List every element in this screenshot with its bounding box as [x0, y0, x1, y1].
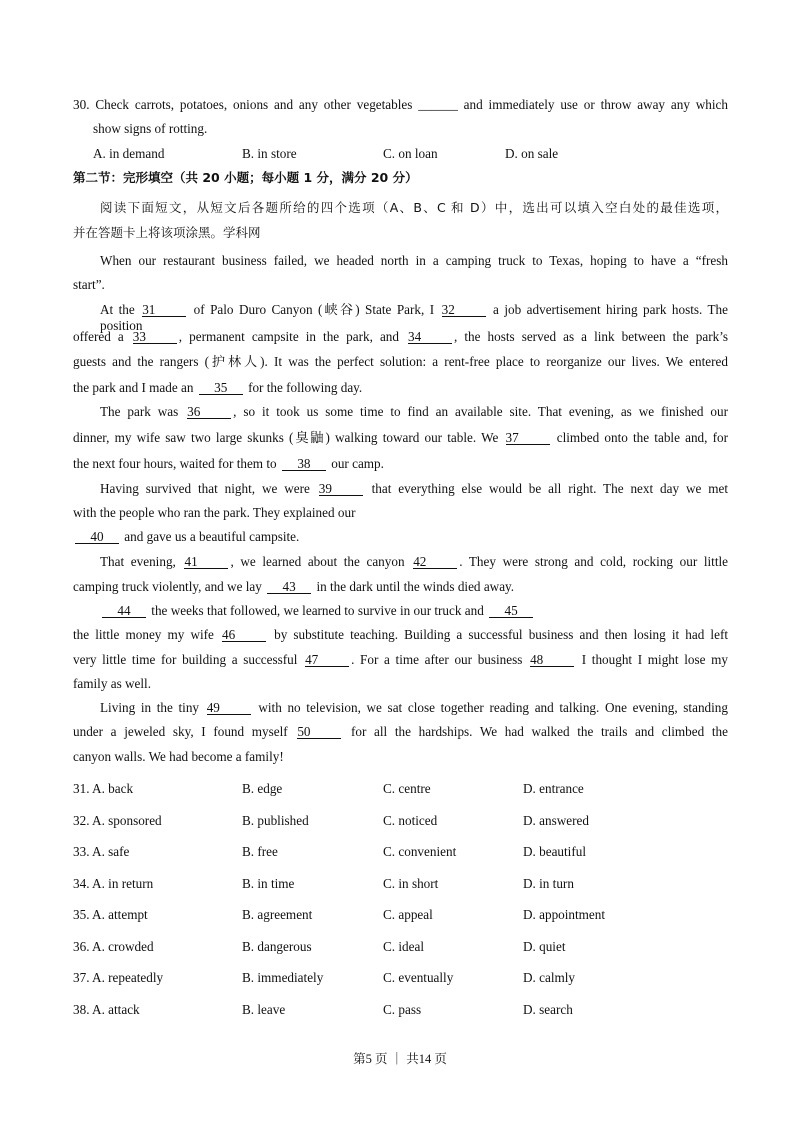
passage-text: , permanent campsite in the park, and — [178, 329, 407, 344]
question-35-option-a: 35. A. attempt — [73, 907, 148, 922]
passage-line — [73, 627, 728, 643]
passage-text: the next four hours, waited for them to — [73, 456, 280, 471]
blank-38: 38 — [282, 457, 326, 471]
blank-34: 34 — [408, 330, 452, 344]
blank-45: 45 — [489, 604, 533, 618]
question-35-option-b: B. agreement — [242, 907, 313, 922]
passage-text: the little money my wife — [73, 627, 221, 642]
passage-text: for the following day. — [244, 380, 363, 395]
passage-text: for all the hardships. We had walked the trails and climbed the — [343, 724, 728, 739]
question-31-option-d: D. entrance — [523, 781, 584, 796]
passage-text: by substitute teaching. Building a successful business and then losing it had left — [268, 627, 728, 642]
passage-text: . They were strong and cold, rocking our little — [459, 554, 729, 569]
question-38-option-b: B. leave — [242, 1001, 286, 1017]
question-38-option-a: 38. A. attack — [73, 1001, 140, 1017]
passage-text: in the dark until the winds died away. — [313, 579, 515, 594]
passage-line — [100, 481, 728, 497]
passage-text: of Palo Duro Canyon (峡谷) State Park, I — [188, 302, 440, 317]
passage-line — [73, 430, 728, 446]
passage-text: , the hosts served as a link between the park’s — [454, 329, 728, 344]
question-33-option-b: B. free — [242, 844, 278, 859]
question-32-option-c: C. noticed — [383, 812, 438, 828]
passage-text: the weeks that followed, we learned to survive in our truck and — [148, 603, 488, 618]
question-33-option-d: D. beautiful — [523, 844, 586, 859]
question-33-option-c: C. convenient — [383, 844, 457, 859]
blank-49: 49 — [207, 701, 251, 715]
passage-text: our camp. — [327, 456, 384, 471]
question-36-option-a: 36. A. crowded — [73, 938, 154, 954]
passage-line — [100, 302, 729, 333]
passage-line — [73, 676, 728, 692]
passage-text: start”. — [73, 277, 105, 292]
passage-text: a job advertisement hiring park hosts. The position — [100, 302, 729, 333]
passage-text: with no television, we sat close together reading and talking. One evening, standing — [252, 700, 728, 715]
question-38-option-c: C. pass — [383, 1001, 422, 1017]
question-35-option-d: D. appointment — [523, 907, 606, 922]
question-34-option-d: D. in turn — [523, 875, 574, 891]
question-31-option-b: B. edge — [242, 781, 283, 796]
blank-44: 44 — [102, 604, 146, 618]
blank-36: 36 — [187, 405, 231, 419]
passage-text: the park and I made an — [73, 380, 197, 395]
blank-48: 48 — [530, 653, 574, 667]
option-b: B. in store — [242, 146, 297, 161]
question-31-option-c: C. centre — [383, 781, 431, 796]
question-33-option-a: 33. A. safe — [73, 844, 130, 859]
passage-text: camping truck violently, and we lay — [73, 579, 266, 594]
passage-text: and gave us a beautiful campsite. — [121, 529, 300, 544]
question-32-option-a: 32. A. sponsored — [73, 812, 162, 828]
blank-33: 33 — [133, 330, 177, 344]
blank-41: 41 — [184, 555, 228, 569]
passage-text: , we learned about the canyon — [230, 554, 412, 569]
passage-line — [100, 603, 728, 619]
blank-47: 47 — [305, 653, 349, 667]
blank-35: 35 — [199, 381, 243, 395]
question-37-option-b: B. immediately — [242, 970, 324, 985]
question-32-option-b: B. published — [242, 812, 309, 828]
question-36-option-b: B. dangerous — [242, 938, 312, 954]
passage-text: Living in the tiny — [100, 700, 205, 715]
passage-line — [73, 529, 728, 545]
question-30-stem: 30. Check carrots, potatoes, onions and any other vegetables ______ and immediately use or throw away any which — [73, 97, 728, 112]
passage-text: The park was — [100, 404, 186, 419]
blank-39: 39 — [319, 482, 363, 496]
question-37-option-a: 37. A. repeatedly — [73, 970, 164, 985]
passage-line — [73, 505, 728, 521]
passage-line — [73, 579, 728, 595]
passage-line — [73, 456, 728, 472]
passage-line — [73, 277, 728, 293]
option-a: A. in demand — [93, 146, 165, 161]
passage-text: under a jeweled sky, I found myself — [73, 724, 296, 739]
passage-line — [73, 329, 728, 345]
passage-text: I thought I might lose my — [576, 652, 728, 667]
passage-text: very little time for building a successful — [73, 652, 304, 667]
passage-line — [73, 354, 728, 370]
blank-32: 32 — [442, 303, 486, 317]
passage-text: dinner, my wife saw two large skunks (臭鼬) walking toward our table. We — [73, 430, 504, 445]
passage-text: family as well. — [73, 676, 152, 691]
question-37-option-c: C. eventually — [383, 970, 454, 985]
passage-text: At the — [100, 302, 141, 317]
passage-line — [73, 749, 728, 765]
passage-text: . For a time after our business — [351, 652, 529, 667]
blank-31: 31 — [142, 303, 186, 317]
blank-46: 46 — [222, 628, 266, 642]
passage-line — [100, 554, 728, 570]
passage-text: that everything else would be all right. The next day we met — [364, 481, 728, 496]
passage-text: offered a — [73, 329, 131, 344]
blank-42: 42 — [413, 555, 457, 569]
question-34-option-c: C. in short — [383, 875, 439, 891]
passage-text: Having survived that night, we were — [100, 481, 317, 496]
passage-text: climbed onto the table and, for — [551, 430, 728, 445]
question-32-option-d: D. answered — [523, 812, 589, 828]
section-instructions-cont: 并在答题卡上将该项涂黑。学科网 — [73, 225, 261, 240]
page-footer: 第5 页 ｜ 共14 页 — [353, 1052, 447, 1066]
passage-text: guests and the rangers (护林人). It was the perfect solution: a rent-free place to reorganize our lives. We entered — [73, 354, 728, 369]
passage-line — [100, 700, 728, 716]
passage-line — [100, 404, 728, 420]
blank-37: 37 — [506, 431, 550, 445]
question-35-option-c: C. appeal — [383, 907, 433, 922]
passage-text: That evening, — [100, 554, 183, 569]
section-instructions: 阅读下面短文，从短文后各题所给的四个选项（A、B、C 和 D）中，选出可以填入空白处的最佳选项， — [100, 200, 728, 215]
passage-line — [73, 652, 728, 668]
option-d: D. on sale — [505, 146, 559, 161]
section-title: 第二节：完形填空（共 20 小题；每小题 1 分，满分 20 分） — [73, 170, 418, 185]
question-37-option-d: D. calmly — [523, 970, 576, 985]
passage-line — [73, 724, 728, 740]
passage-text: canyon walls. We had become a family! — [73, 749, 284, 764]
passage-text: with the people who ran the park. They explained our — [73, 505, 356, 520]
question-30-stem-cont: show signs of rotting. — [93, 121, 208, 136]
option-c: C. on loan — [383, 146, 438, 161]
passage-line — [100, 253, 728, 269]
passage-line — [73, 380, 728, 396]
blank-40: 40 — [75, 530, 119, 544]
question-31-option-a: 31. A. back — [73, 781, 134, 796]
question-34-option-b: B. in time — [242, 875, 295, 891]
passage-text: , so it took us some time to find an available site. That evening, as we finished our — [233, 404, 728, 419]
question-36-option-c: C. ideal — [383, 938, 425, 954]
question-34-option-a: 34. A. in return — [73, 875, 154, 891]
question-36-option-d: D. quiet — [523, 938, 566, 954]
question-38-option-d: D. search — [523, 1001, 573, 1017]
blank-43: 43 — [267, 580, 311, 594]
passage-text: When our restaurant business failed, we headed north in a camping truck to Texas, hoping to have a “fresh — [100, 253, 728, 268]
blank-50: 50 — [297, 725, 341, 739]
